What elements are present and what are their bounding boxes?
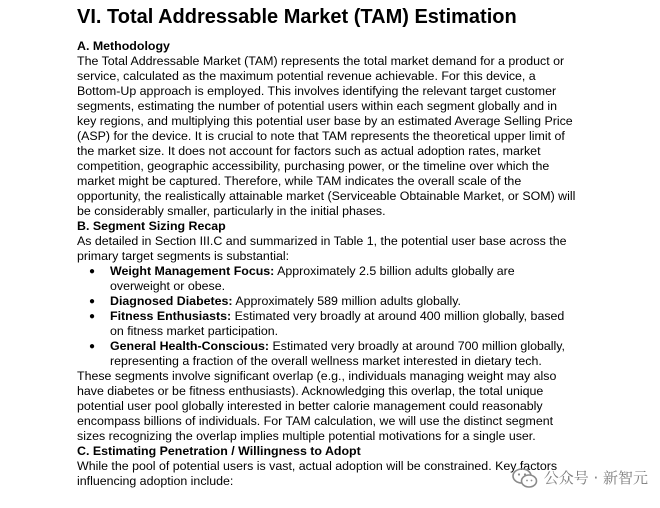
bullet-text: Approximately 2.5 billion adults globally are overweight or obese. (110, 264, 515, 293)
section-c-body: While the pool of potential users is vast, actual adoption will be constrained. Key factors influencing adoption include: (77, 459, 558, 488)
page-title: VI. Total Addressable Market (TAM) Estimation (77, 6, 517, 28)
wechat-icon (512, 468, 538, 488)
bullet-label: General Health-Conscious: (110, 339, 270, 353)
bullet-label: Weight Management Focus: (110, 264, 275, 278)
bullet-text: Approximately 589 million adults globally. (232, 294, 461, 308)
bullet-icon: ● (89, 341, 96, 352)
watermark-text: 公众号 · 新智元 (543, 469, 648, 487)
watermark (512, 467, 648, 488)
section-a-body: The Total Addressable Market (TAM) represents the total market demand for a product or service, calculated as the maximum potential revenue achievable. For this device, a Bottom-Up approach is employed. This involves identifying the relevant target customer segments, estimating the number of potential users within each segment globally and in key regions, and multiplying this potential user base by an estimated Average Selling Price (ASP) for the device. It is crucial to note that TAM represents the theoretical upper limit of the market size. It does not account for factors such as actual adoption rates, market competition, geographic accessibility, purchasing power, or the timeline over which the market might be captured. Therefore, while TAM indicates the overall scale of the opportunity, the realistically attainable market (Serviceable Obtainable Market, or SOM) will be considerably smaller, particularly in the initial phases. (77, 54, 576, 218)
bullet-icon: ● (89, 266, 96, 277)
list-item (77, 294, 577, 309)
section-b-outro: These segments involve significant overlap (e.g., individuals managing weight may also have diabetes or be fitness enthusiasts). Acknowledging this overlap, the total unique potential user pool globally interested in better calorie management could reasonably encompass billions of individuals. For TAM calculation, we will use the distinct segment sizes recognizing the overlap implies multiple potential motivations for a single user. (77, 369, 557, 443)
bullet-icon: ● (89, 311, 96, 322)
list-item (77, 309, 577, 339)
bullet-text: Estimated very broadly at around 700 million globally, representing a fraction of the overall wellness market interested in dietary tech. (110, 339, 565, 368)
bullet-label: Diagnosed Diabetes: (110, 294, 233, 308)
section-b-intro: As detailed in Section III.C and summarized in Table 1, the potential user base across the primary target segments is substantial: (77, 234, 567, 263)
bullet-text: Estimated very broadly at around 400 million globally, based on fitness market participation. (110, 309, 565, 338)
section-a-heading: A. Methodology (77, 39, 170, 53)
bullet-icon: ● (89, 296, 96, 307)
document-page (77, 4, 577, 489)
section-b-heading: B. Segment Sizing Recap (77, 219, 226, 233)
bullet-label: Fitness Enthusiasts: (110, 309, 232, 323)
list-item (77, 264, 577, 294)
section-c-heading: C. Estimating Penetration / Willingness to Adopt (77, 444, 361, 458)
segment-list (77, 264, 577, 369)
list-item (77, 339, 577, 369)
